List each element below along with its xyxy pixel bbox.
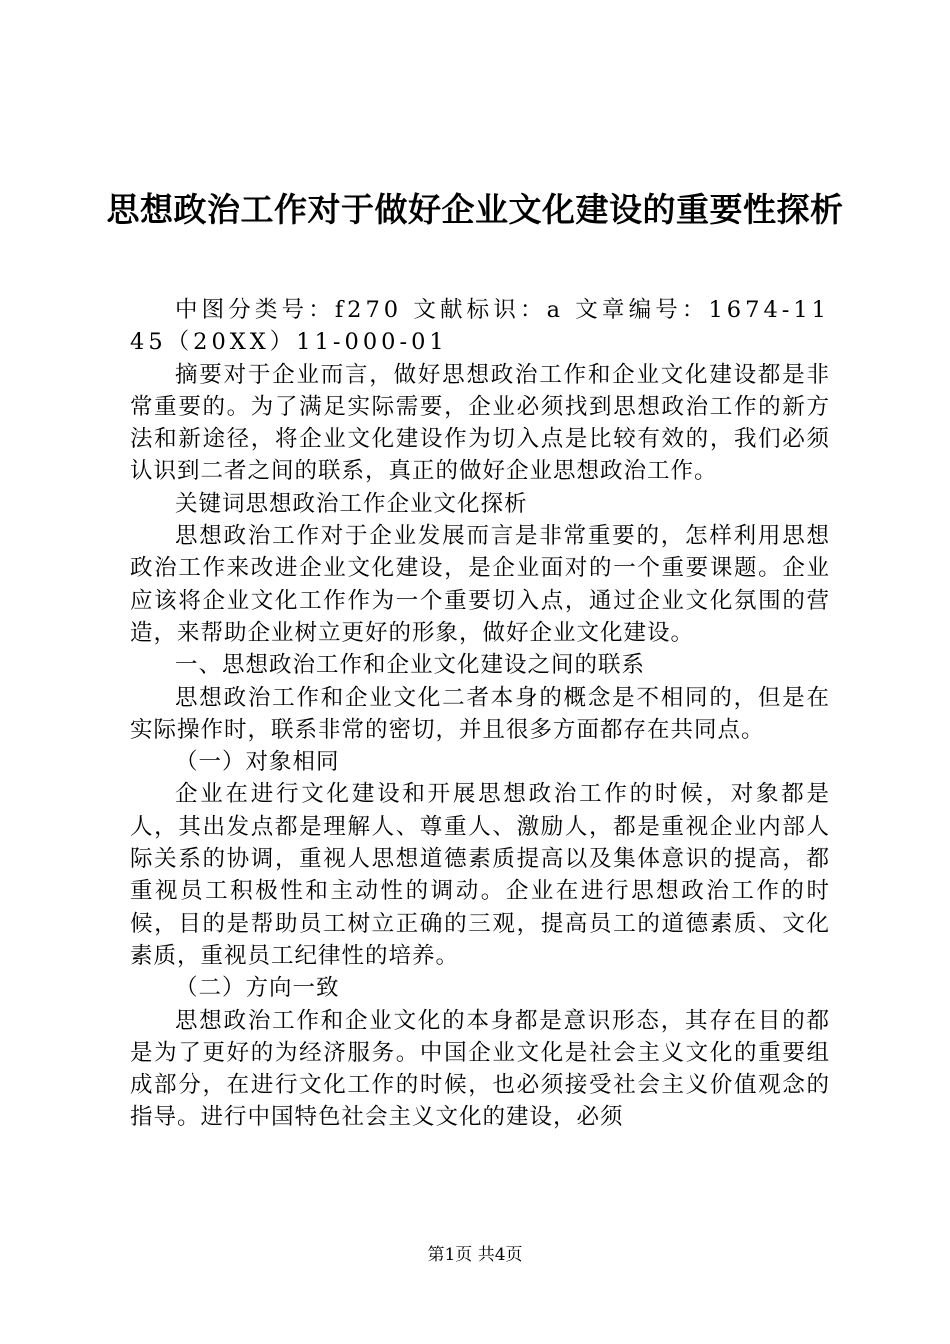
section-heading-1: 一、思想政治工作和企业文化建设之间的联系 bbox=[175, 652, 646, 679]
subsection-heading-1: （一）对象相同 bbox=[175, 749, 340, 776]
page-indicator: 第1页 共4页 bbox=[427, 1245, 523, 1265]
abstract-paragraph: 摘要对于企业而言，做好思想政治工作和企业文化建设都是非常重要的。为了满足实际需要，企业必须找到思想政治工作的新方法和新途径，将企业文化建设作为切入点是比较有效的，我们必须认识到二者之间的联系，真正的做好企业思想政治工作。 bbox=[130, 361, 830, 485]
subsection-1-paragraph: 企业在进行文化建设和开展思想政治工作的时候，对象都是人，其出发点都是理解人、尊重人、激励人，都是重视企业内部人际关系的协调，重视人思想道德素质提高以及集体意识的提高，都重视员工积极性和主动性的调动。企业在进行思想政治工作的时候，目的是帮助员工树立正确的三观，提高员工的道德素质、文化素质，重视员工纪律性的培养。 bbox=[130, 781, 830, 969]
section-1-paragraph: 思想政治工作和企业文化二者本身的概念是不相同的，但是在实际操作时，联系非常的密切，并且很多方面都存在共同点。 bbox=[130, 684, 830, 743]
classification-line: 中图分类号：f270 文献标识：a 文章编号：1674-1145（20XX）11-000-01 bbox=[130, 297, 830, 356]
document-body bbox=[130, 294, 830, 1134]
document-title: 思想政治工作对于做好企业文化建设的重要性探析 bbox=[106, 190, 844, 229]
subsection-2-paragraph: 思想政治工作和企业文化的本身都是意识形态，其存在目的都是为了更好的为经济服务。中国企业文化是社会主义文化的重要组成部分，在进行文化工作的时候，也必须接受社会主义价值观念的指导。进行中国特色社会主义文化的建设，必须 bbox=[130, 1007, 830, 1131]
keywords-line: 关键词思想政治工作企业文化探析 bbox=[175, 490, 528, 517]
intro-paragraph: 思想政治工作对于企业发展而言是非常重要的，怎样利用思想政治工作来改进企业文化建设，是企业面对的一个重要课题。企业应该将企业文化工作作为一个重要切入点，通过企业文化氛围的营造，来帮助企业树立更好的形象，做好企业文化建设。 bbox=[130, 523, 830, 646]
subsection-heading-2: （二）方向一致 bbox=[175, 975, 340, 1002]
